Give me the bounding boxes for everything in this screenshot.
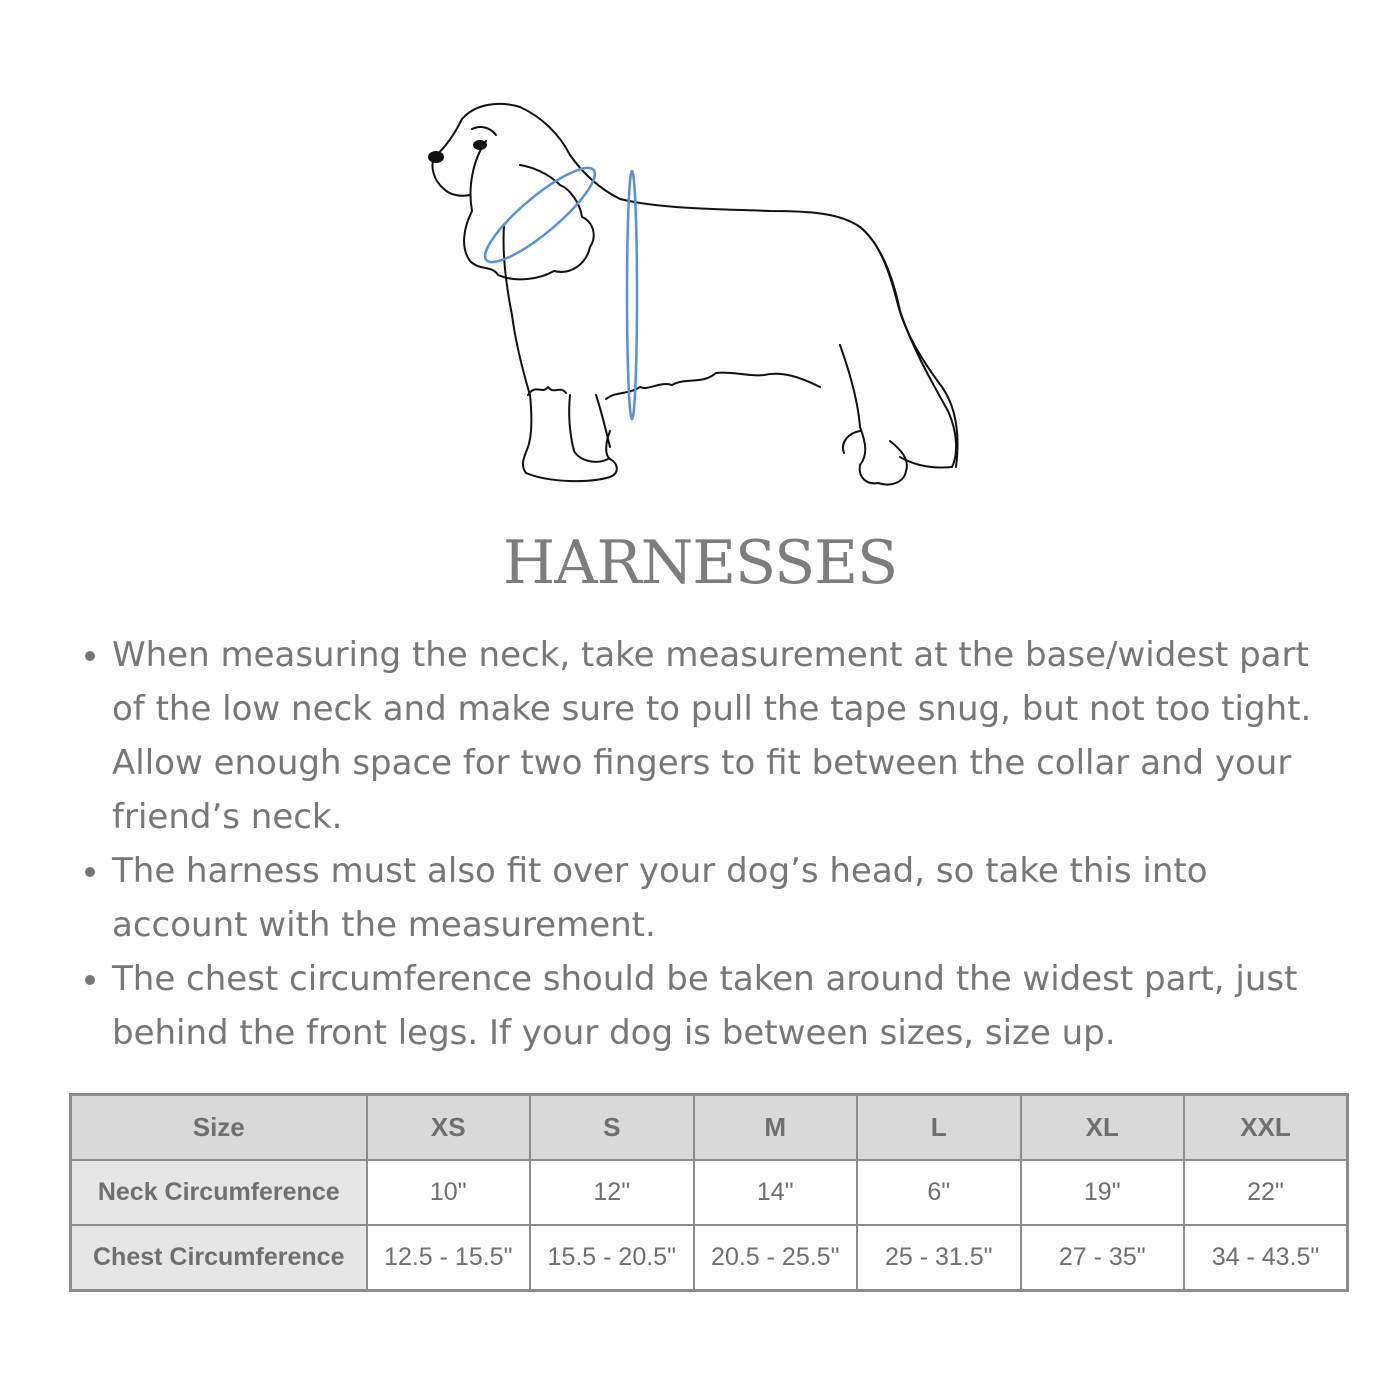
header-size-m: M	[694, 1095, 858, 1161]
table-cell: 12.5 - 15.5"	[367, 1225, 531, 1291]
table-row	[71, 1160, 1348, 1225]
table-cell: 12"	[530, 1160, 694, 1225]
row-label-neck: Neck Circumference	[71, 1160, 367, 1225]
table-cell: 19"	[1021, 1160, 1185, 1225]
instruction-item: The chest circumference should be taken around the widest part, just behind the front legs. If your dog is between sizes, size up.	[80, 952, 1350, 1060]
row-label-chest: Chest Circumference	[71, 1225, 367, 1291]
table-header-row	[71, 1095, 1348, 1161]
table-cell: 10"	[367, 1160, 531, 1225]
header-size-label: Size	[71, 1095, 367, 1161]
eye-icon	[473, 140, 487, 150]
dog-measurement-icon	[420, 95, 980, 505]
header-size-xxl: XXL	[1184, 1095, 1348, 1161]
dog-outline	[432, 104, 957, 485]
nose-icon	[428, 151, 444, 163]
header-size-xl: XL	[1021, 1095, 1185, 1161]
header-size-xs: XS	[367, 1095, 531, 1161]
table-cell: 15.5 - 20.5"	[530, 1225, 694, 1291]
table-cell: 22"	[1184, 1160, 1348, 1225]
size-chart-table	[69, 1093, 1349, 1292]
page-title: HARNESSES	[502, 528, 898, 598]
instruction-item: When measuring the neck, take measurement at the base/widest part of the low neck and make sure to pull the tape snug, but not too tight. Allow enough space for two fingers to fit between the collar and your friend’s neck.	[80, 628, 1350, 844]
header-size-s: S	[530, 1095, 694, 1161]
table-cell: 27 - 35"	[1021, 1225, 1185, 1291]
chest-measure-loop	[627, 171, 637, 419]
table-cell: 6"	[857, 1160, 1021, 1225]
instruction-item: The harness must also fit over your dog’s head, so take this into account with the measurement.	[80, 844, 1350, 952]
table-cell: 20.5 - 25.5"	[694, 1225, 858, 1291]
table-cell: 14"	[694, 1160, 858, 1225]
header-size-l: L	[857, 1095, 1021, 1161]
table-cell: 25 - 31.5"	[857, 1225, 1021, 1291]
table-row	[71, 1225, 1348, 1291]
instruction-list	[80, 628, 1350, 1060]
table-cell: 34 - 43.5"	[1184, 1225, 1348, 1291]
